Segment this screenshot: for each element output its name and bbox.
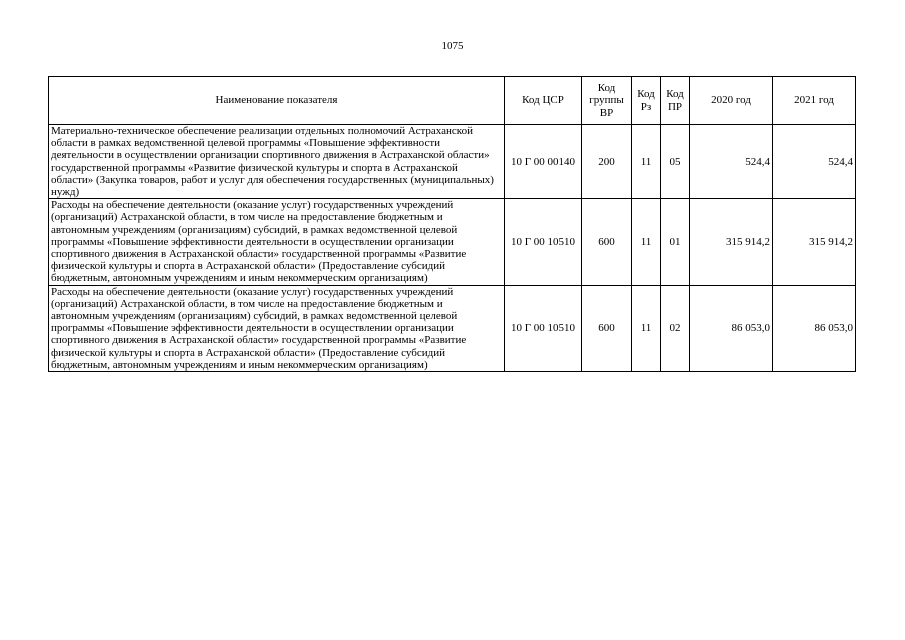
row-name: Расходы на обеспечение деятельности (оказание услуг) государственных учреждений (организаций) Астраханской области, в том числе на предоставление бюджетным и автономным учреждениям (организациям) субсидий, в рамках ведомственной целевой программы «Повышение эффективности деятельности в осуществлении организации спортивного движения в Астраханской области» государственной программы «Развитие физической культуры и спорта в Астраханской области» (Предоставление субсидий бюджетным, автономным учреждениям и иным некоммерческим организациям) <box>49 285 505 371</box>
header-rz: Код Рз <box>632 77 661 125</box>
header-2020: 2020 год <box>690 77 773 125</box>
header-vr: Код группы ВР <box>582 77 632 125</box>
row-2021: 524,4 <box>773 125 856 199</box>
row-rz: 11 <box>632 285 661 371</box>
table-header-row <box>49 77 856 125</box>
header-pr: Код ПР <box>661 77 690 125</box>
row-rz: 11 <box>632 125 661 199</box>
row-csr: 10 Г 00 00140 <box>505 125 582 199</box>
row-2020: 524,4 <box>690 125 773 199</box>
page-number: 1075 <box>441 40 464 52</box>
row-vr: 200 <box>582 125 632 199</box>
row-csr: 10 Г 00 10510 <box>505 199 582 285</box>
row-2021: 86 053,0 <box>773 285 856 371</box>
table-row <box>49 285 856 371</box>
row-pr: 01 <box>661 199 690 285</box>
row-rz: 11 <box>632 199 661 285</box>
row-name: Расходы на обеспечение деятельности (оказание услуг) государственных учреждений (организаций) Астраханской области, в том числе на предоставление бюджетным и автономным учреждениям (организациям) субсидий, в рамках ведомственной целевой программы «Повышение эффективности деятельности в осуществлении организации спортивного движения в Астраханской области» государственной программы «Развитие физической культуры и спорта в Астраханской области» (Предоставление субсидий бюджетным, автономным учреждениям и иным некоммерческим организациям) <box>49 199 505 285</box>
row-vr: 600 <box>582 285 632 371</box>
row-vr: 600 <box>582 199 632 285</box>
budget-table <box>48 76 856 372</box>
table-row <box>49 125 856 199</box>
row-csr: 10 Г 00 10510 <box>505 285 582 371</box>
row-2021: 315 914,2 <box>773 199 856 285</box>
header-2021: 2021 год <box>773 77 856 125</box>
table-row <box>49 199 856 285</box>
header-name: Наименование показателя <box>49 77 505 125</box>
row-pr: 02 <box>661 285 690 371</box>
header-csr: Код ЦСР <box>505 77 582 125</box>
row-name: Материально-техническое обеспечение реализации отдельных полномочий Астраханской области в рамках ведомственной целевой программы «Повышение эффективности деятельности в осуществлении организации спортивного движения в Астраханской области» государственной программы «Развитие физической культуры и спорта в Астраханской области» (Закупка товаров, работ и услуг для обеспечения государственных (муниципальных) нужд) <box>49 125 505 199</box>
row-2020: 86 053,0 <box>690 285 773 371</box>
row-2020: 315 914,2 <box>690 199 773 285</box>
row-pr: 05 <box>661 125 690 199</box>
